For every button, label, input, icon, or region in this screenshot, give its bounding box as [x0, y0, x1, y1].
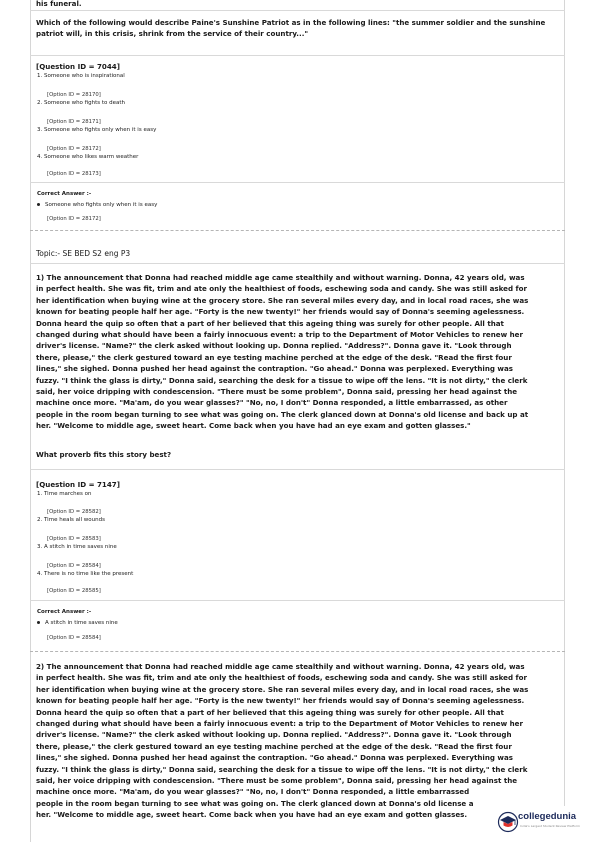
passage-line: Donna heard the quip so often that a part of her believed that this ageing thing was surely for other people. All that	[36, 318, 504, 328]
logo-tagline: India's Largest Student Review Platform	[520, 824, 580, 828]
divider	[30, 182, 565, 183]
divider	[30, 10, 565, 11]
option-id-1: [Option ID = 28170]	[47, 92, 101, 98]
dashed-divider	[30, 651, 565, 652]
passage-line: lines," she sighed. Donna pushed her head against the contraption. "Go ahead." Donna was perplexed. Everything was	[36, 753, 513, 763]
passage-line: machine once more. "Ma'am, do you wear glasses?" "No, no, I don't" Donna responded, a little embarrassed, as other	[36, 398, 508, 408]
passage-1	[36, 272, 566, 432]
passage-line: machine once more. "Ma'am, do you wear glasses?" "No, no, I don't" Donna responded, a little embarrassed	[36, 787, 470, 797]
question-text: Which of the following would describe Paine's Sunshine Patriot as in the following lines: "the summer soldier and the sunshine patriot will, in this crisis, shrink from the service of their country..."	[36, 18, 546, 39]
passage-line: her identification when buying wine at the grocery store. She ran several miles every day, and in local road races, she was	[36, 684, 529, 694]
passage-2	[36, 661, 566, 821]
correct-answer-label: Correct Answer :-	[37, 191, 92, 197]
option-1: 1. Time marches on	[37, 491, 92, 497]
passage-line: known for beating people half her age. "Forty is the new twenty!" her friends would say of Donna's seeming agelessness.	[36, 307, 525, 317]
collegedunia-logo[interactable]	[496, 806, 595, 842]
passage-line: changed during what should have been a fairly innocuous event: a trip to the Department of Motor Vehicles to renew her	[36, 719, 523, 729]
passage-line: known for beating people half her age. "Forty is the new twenty!" her friends would say of Donna's seeming agelessness.	[36, 696, 525, 706]
question-prompt: What proverb fits this story best?	[36, 450, 172, 459]
option-1: 1. Someone who is inspirational	[37, 73, 125, 79]
passage-line: her identification when buying wine at the grocery store. She ran several miles every day, and in local road races, she was	[36, 295, 529, 305]
correct-answer-label: Correct Answer :-	[37, 609, 92, 615]
correct-answer	[37, 619, 118, 627]
graduation-cap-icon	[497, 811, 519, 833]
passage-line: her. "Welcome to middle age, sweet heart. Come back when you have had an eye exam and gotten glasses.	[36, 810, 468, 820]
top-fragment: his funeral.	[36, 0, 82, 8]
option-4: 4. There is no time like the present	[37, 571, 134, 577]
passage-line: in perfect health. She was fit, trim and ate only the healthiest of foods, eschewing soda and candy. She was still asked for	[36, 284, 527, 294]
passage-line: 2) The announcement that Donna had reached middle age came stealthily and without warning. Donna, 42 years old, was	[36, 662, 525, 671]
divider	[30, 469, 565, 470]
passage-line: changed during what should have been a fairly innocuous event: a trip to the Department of Motor Vehicles to renew her	[36, 330, 523, 340]
passage-line: said, her voice dripping with condescension. "There must be some problem", Donna said, pressing her head against the	[36, 387, 518, 397]
correct-option-id: [Option ID = 28584]	[47, 635, 101, 641]
correct-answer-text: A stitch in time saves nine	[45, 620, 118, 626]
option-4: 4. Someone who likes warm weather	[37, 154, 139, 160]
option-id-3: [Option ID = 28172]	[47, 146, 101, 152]
passage-line: driver's license. "Name?" the clerk asked without looking up. Donna replied. "Address?". Donna gave it. "Look through	[36, 730, 512, 740]
passage-line: driver's license. "Name?" the clerk asked without looking up. Donna replied. "Address?". Donna gave it. "Look through	[36, 341, 512, 351]
logo-wordmark: collegedunia	[518, 811, 577, 822]
passage-line: her. "Welcome to middle age, sweet heart. Come back when you have had an eye exam and gotten glasses."	[36, 421, 471, 431]
divider	[30, 600, 565, 601]
passage-line: there, please," the clerk gestured toward an eye testing machine perched at the edge of the desk. "Read the first four	[36, 741, 512, 751]
correct-answer-text: Someone who fights only when it is easy	[45, 202, 158, 208]
option-3: 3. Someone who fights only when it is easy	[37, 127, 157, 133]
passage-line: people in the room began turning to see what was going on. The clerk glanced down at Donna's old license and back up at	[36, 409, 529, 419]
option-id-3: [Option ID = 28584]	[47, 563, 101, 569]
passage-line: in perfect health. She was fit, trim and ate only the healthiest of foods, eschewing soda and candy. She was still asked for	[36, 673, 527, 683]
option-2: 2. Time heals all wounds	[37, 517, 105, 523]
correct-option-id: [Option ID = 28172]	[47, 216, 101, 222]
dashed-divider	[30, 230, 565, 231]
passage-line: said, her voice dripping with condescension. "There must be some problem", Donna said, pressing her head against the	[36, 776, 518, 786]
option-id-2: [Option ID = 28171]	[47, 119, 101, 125]
option-id-1: [Option ID = 28582]	[47, 509, 101, 515]
bullet-icon	[37, 621, 40, 624]
divider	[30, 263, 565, 264]
option-3: 3. A stitch in time saves nine	[37, 544, 117, 550]
option-id-4: [Option ID = 28585]	[47, 588, 101, 594]
question-id: [Question ID = 7147]	[36, 480, 120, 489]
option-2: 2. Someone who fights to death	[37, 100, 126, 106]
question-id: [Question ID = 7044]	[36, 62, 120, 71]
option-id-4: [Option ID = 28173]	[47, 171, 101, 177]
correct-answer	[37, 201, 157, 209]
passage-line: 1) The announcement that Donna had reached middle age came stealthily and without warning. Donna, 42 years old, was	[36, 273, 525, 282]
passage-line: fuzzy. "I think the glass is dirty," Donna said, searching the desk for a tissue to wipe off the lens. "It is not dirty," the clerk	[36, 764, 528, 774]
divider	[30, 55, 565, 56]
option-id-2: [Option ID = 28583]	[47, 536, 101, 542]
passage-line: Donna heard the quip so often that a part of her believed that this ageing thing was surely for other people. All that	[36, 707, 504, 717]
passage-line: there, please," the clerk gestured toward an eye testing machine perched at the edge of the desk. "Read the first four	[36, 352, 512, 362]
topic-heading: Topic:- SE BED S2 eng P3	[36, 249, 131, 258]
passage-line: lines," she sighed. Donna pushed her head against the contraption. "Go ahead." Donna was perplexed. Everything was	[36, 364, 513, 374]
bullet-icon	[37, 203, 40, 206]
passage-line: fuzzy. "I think the glass is dirty," Donna said, searching the desk for a tissue to wipe off the lens. "It is not dirty," the clerk	[36, 375, 528, 385]
passage-line: people in the room began turning to see what was going on. The clerk glanced down at Donna's old license a	[36, 798, 474, 808]
